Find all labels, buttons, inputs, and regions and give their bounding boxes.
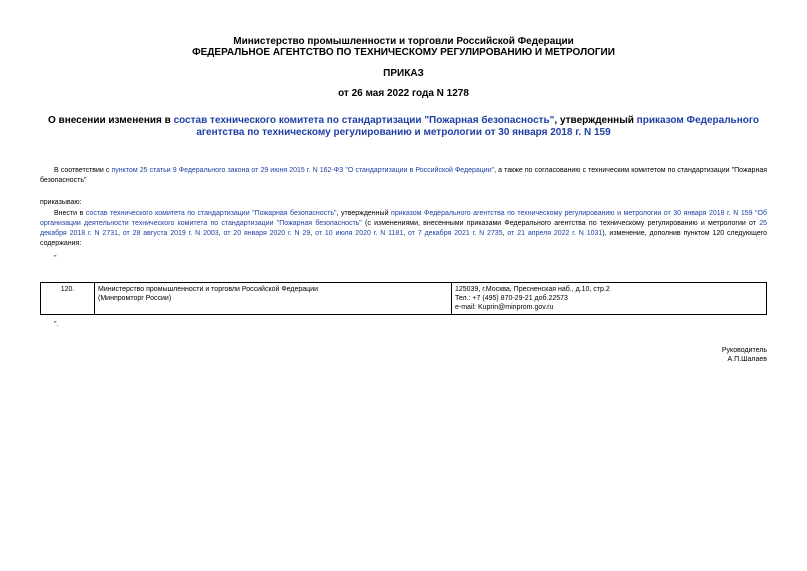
title-link-order[interactable]: приказом Федерального агентства по техническому регулированию и метрологии от 30 января 2018 г. N 159 [196,115,759,138]
agency-name: ФЕДЕРАЛЬНОЕ АГЕНТСТВО ПО ТЕХНИЧЕСКОМУ РЕГУЛИРОВАНИЮ И МЕТРОЛОГИИ [192,47,615,58]
amendment-link-3[interactable]: от 20 января 2020 г. N 29 [223,230,311,237]
paragraph-text: , а также по согласованию с техническим комитетом по стандартизации "Пожарная безопасность" [40,167,768,184]
amendment-link-5[interactable]: от 7 декабря 2021 г. N 2735 [408,230,503,237]
paragraph-text: , утвержденный [336,210,392,217]
signature-position: Руководитель [721,347,767,354]
amendment-link-1[interactable]: 25 декабря 2018 г. N 2731 [40,220,768,237]
organization-short-name: (Минпромторг России) [98,295,172,302]
document-type: ПРИКАЗ [383,68,424,79]
table-row [41,283,767,315]
document-title [40,115,767,139]
paragraph-text: Внести в [54,210,86,217]
separator: , [502,230,508,237]
committee-link[interactable]: состав технического комитета по стандартизации "Пожарная безопасность" [85,210,337,217]
paragraph-text: (с изменениями, внесенными приказами Федерального агентства по техническому регулированию и метрологии от [361,220,760,227]
ministry-name: Министерство промышленности и торговли Российской Федерации [233,36,574,47]
amendment-link-2[interactable]: от 28 августа 2019 г. N 2003 [122,230,219,237]
signature-name: А.П.Шалаев [727,356,767,363]
document-date: от 26 мая 2022 года N 1278 [338,88,469,99]
amendment-link-4[interactable]: от 10 июля 2020 г. N 1181 [315,230,404,237]
contact-email: e-mail: Kuprin@minprom.gov.ru [455,304,554,311]
title-text: О внесении изменения в [47,115,174,126]
contact-phone: Тел.: +7 (495) 870-29-21 доб.22573 [455,295,568,302]
title-text: , утвержденный [554,115,637,126]
quote-open: " [54,255,57,262]
amendment-link-6[interactable]: от 21 апреля 2022 г. N 1031 [507,230,603,237]
paragraph-basis [40,166,767,186]
separator: , [310,230,316,237]
organization-cell [95,283,452,315]
contact-cell [452,283,767,315]
paragraph-order-word: приказываю: [40,199,82,206]
paragraph-amendment [40,209,767,249]
law-link[interactable]: пунктом 25 статьи 9 Федерального закона от 29 июня 2015 г. N 162-ФЗ "О стандартизации в Российской Федерации" [111,167,495,174]
order-link[interactable]: приказом Федерального агентства по техническому регулированию и метрологии от 30 января 2018 г. N 159 "Об организации деятельности технического комитета по стандартизации "Пожарная безопасность" [40,210,767,227]
quote-close: ". [54,321,59,328]
paragraph-text: ), изменение, дополнив пунктом 120 следующего содержания: [40,230,768,247]
contact-address: 125039, г.Москва, Пресненская наб., д.10, стр.2 [455,286,610,293]
title-link-committee[interactable]: состав технического комитета по стандартизации "Пожарная безопасность" [173,115,555,126]
separator: , [218,230,224,237]
organization-name: Министерство промышленности и торговли Российской Федерации [98,286,318,293]
amendment-table [40,282,767,315]
separator: , [118,230,123,237]
row-number: 120. [41,283,95,315]
paragraph-text: В соответствии с [54,167,112,174]
separator: , [403,230,409,237]
